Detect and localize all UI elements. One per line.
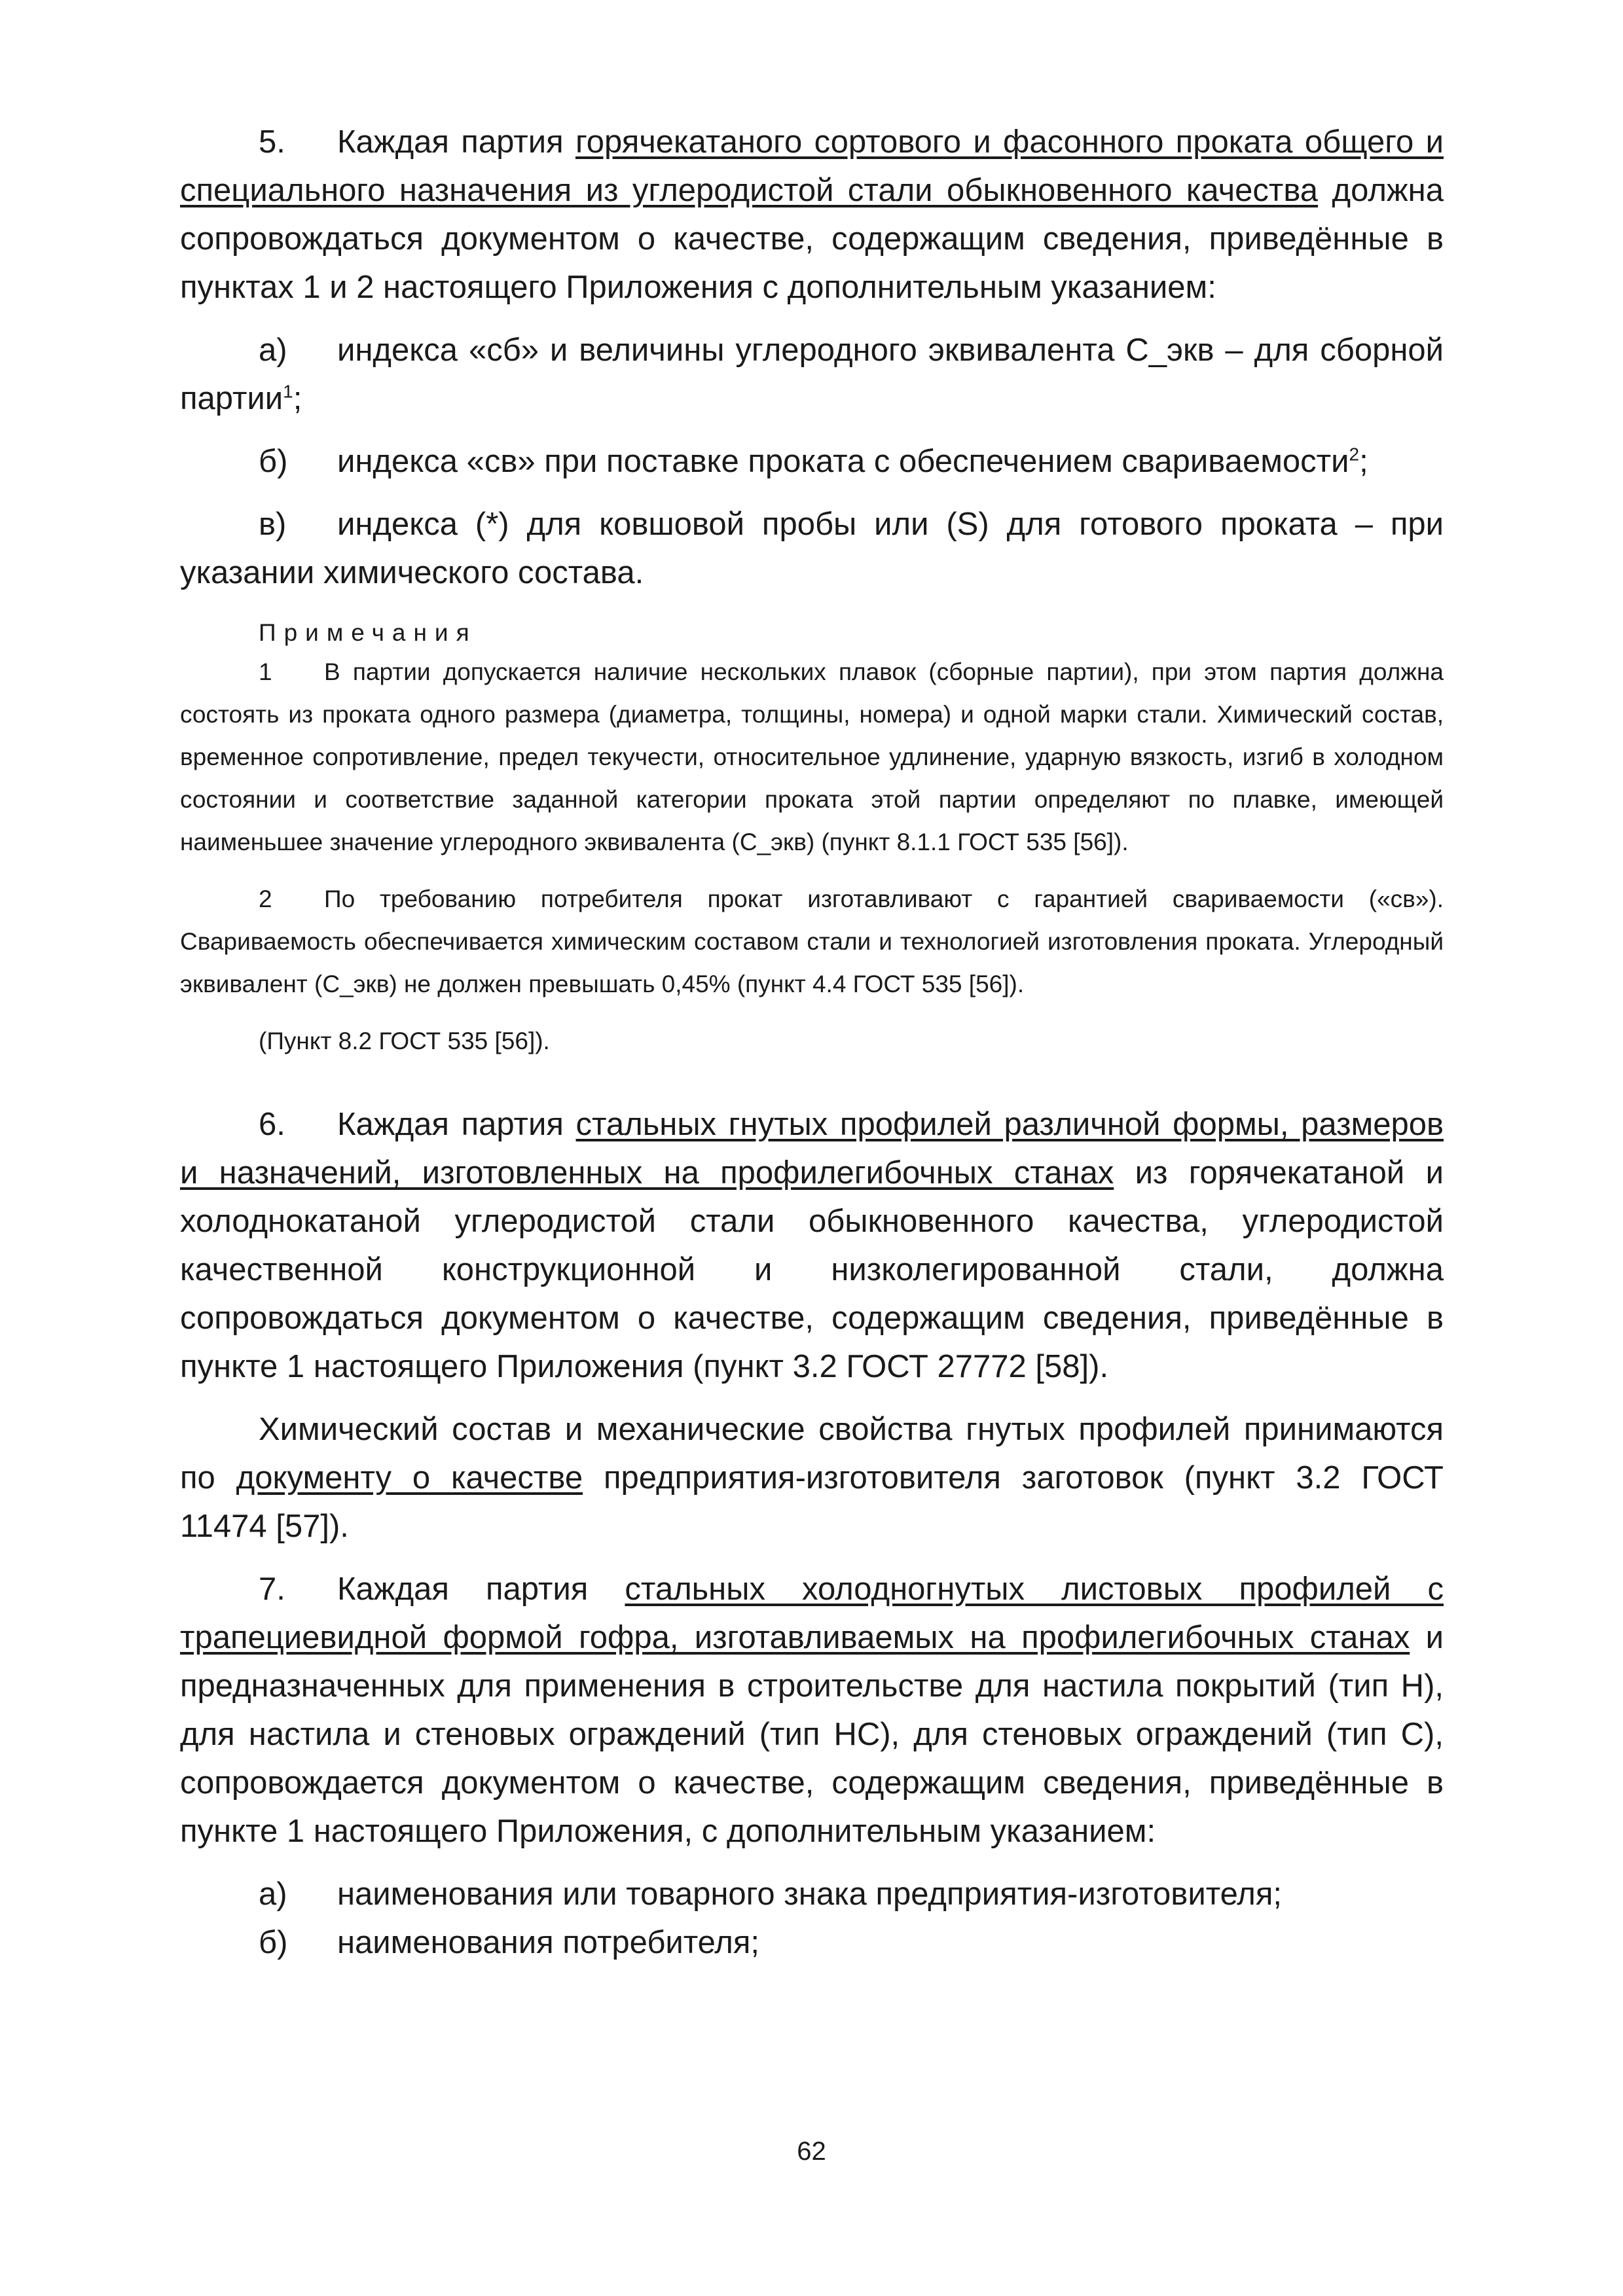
footnote-ref: 1 bbox=[283, 381, 293, 402]
clause-5: 5. Каждая партия горячекатаного сортового и фасонного проката общего и специального назначения из углеродистой стали обыкновенного качества должна сопровождаться документом о качестве, содержащим сведения, приведённые в пунктах 1 и 2 настоящего Приложения с дополнительным указанием: bbox=[180, 118, 1444, 312]
clause-number: 7. bbox=[259, 1571, 285, 1607]
clause-6-paragraph-2: Химический состав и механические свойства гнутых профилей принимаются по документу о качестве предприятия-изготовителя заготовок (пункт 3.2 ГОСТ 11474 [57]). bbox=[180, 1412, 1444, 1544]
notes-heading: Примечания bbox=[259, 619, 477, 646]
note-1: 1 В партии допускается наличие нескольких плавок (сборные партии), при этом партия должна состоять из проката одного размера (диаметра, толщины, номера) и одной марки стали. Химический состав, временное сопротивление, предел текучести, относительное удлинение, ударную вязкость, изгиб в холодном состоянии и соответствие заданной категории проката этой партии определяют по плавке, имеющей наименьшее значение углеродного эквивалента (С_экв) (пункт 8.1.1 ГОСТ 535 [56]). bbox=[180, 658, 1444, 855]
clause-5-item-b: б) индекса «св» при поставке проката с обеспечением свариваемости$^2$; bbox=[259, 444, 1368, 479]
clause-7-item-b: б) наименования потребителя; bbox=[259, 1925, 760, 1960]
clause-6: 6. Каждая партия стальных гнутых профилей различной формы, размеров и назначений, изготовленных на профилегибочных станах из горячекатаной и холоднокатаной углеродистой стали обыкновенного качества, углеродистой качественной конструкционной и низколегированной стали, должна сопровождаться документом о качестве, содержащим сведения, приведённые в пункте 1 настоящего Приложения (пункт 3.2 ГОСТ 27772 [58]). bbox=[180, 1100, 1444, 1391]
clause-5-item-c: в) индекса (*) для ковшовой пробы или (S) для готового проката – при указании химического состава. bbox=[180, 507, 1444, 590]
note-2: 2 По требованию потребителя прокат изготавливают с гарантией свариваемости («св»). Свариваемость обеспечивается химическим составом стали и технологией изготовления проката. Углеродный эквивалент (С_экв) не должен превышать 0,45% (пункт 4.4 ГОСТ 535 [56]). bbox=[180, 886, 1444, 997]
clause-number: 6. bbox=[259, 1107, 285, 1142]
clause-5-item-a: а) индекса «сб» и величины углеродного эквивалента С_экв – для сборной партии$^1$; bbox=[180, 332, 1444, 416]
clause-number: 5. bbox=[259, 124, 285, 160]
note-reference: (Пункт 8.2 ГОСТ 535 [56]). bbox=[259, 1028, 550, 1054]
underlined-term: горячекатаного сортового и фасонного проката общего и специального назначения из углеродистой стали обыкновенного качества bbox=[180, 124, 1444, 208]
clause-7-item-a: а) наименования или товарного знака предприятия-изготовителя; bbox=[259, 1876, 1282, 1912]
clause-7: 7. Каждая партия стальных холодногнутых листовых профилей с трапециевидной формой гофра, изготавливаемых на профилегибочных станах и предназначенных для применения в строительстве для настила покрытий (тип Н), для настила и стеновых ограждений (тип НС), для стеновых ограждений (тип С), сопровождается документом о качестве, содержащим сведения, приведённые в пункте 1 настоящего Приложения, с дополнительным указанием: bbox=[180, 1565, 1444, 1856]
document-page bbox=[180, 118, 1444, 1967]
footnote-ref: 2 bbox=[1349, 444, 1360, 465]
underlined-term: стальных холодногнутых листовых профилей с трапециевидной формой гофра, изготавливаемых на профилегибочных станах bbox=[180, 1571, 1444, 1655]
underlined-term: документу о качестве bbox=[236, 1460, 583, 1496]
page-number: 62 bbox=[797, 2137, 826, 2166]
underlined-term: стальных гнутых профилей различной формы, размеров и назначений, изготовленных на профилегибочных станах bbox=[180, 1107, 1444, 1191]
